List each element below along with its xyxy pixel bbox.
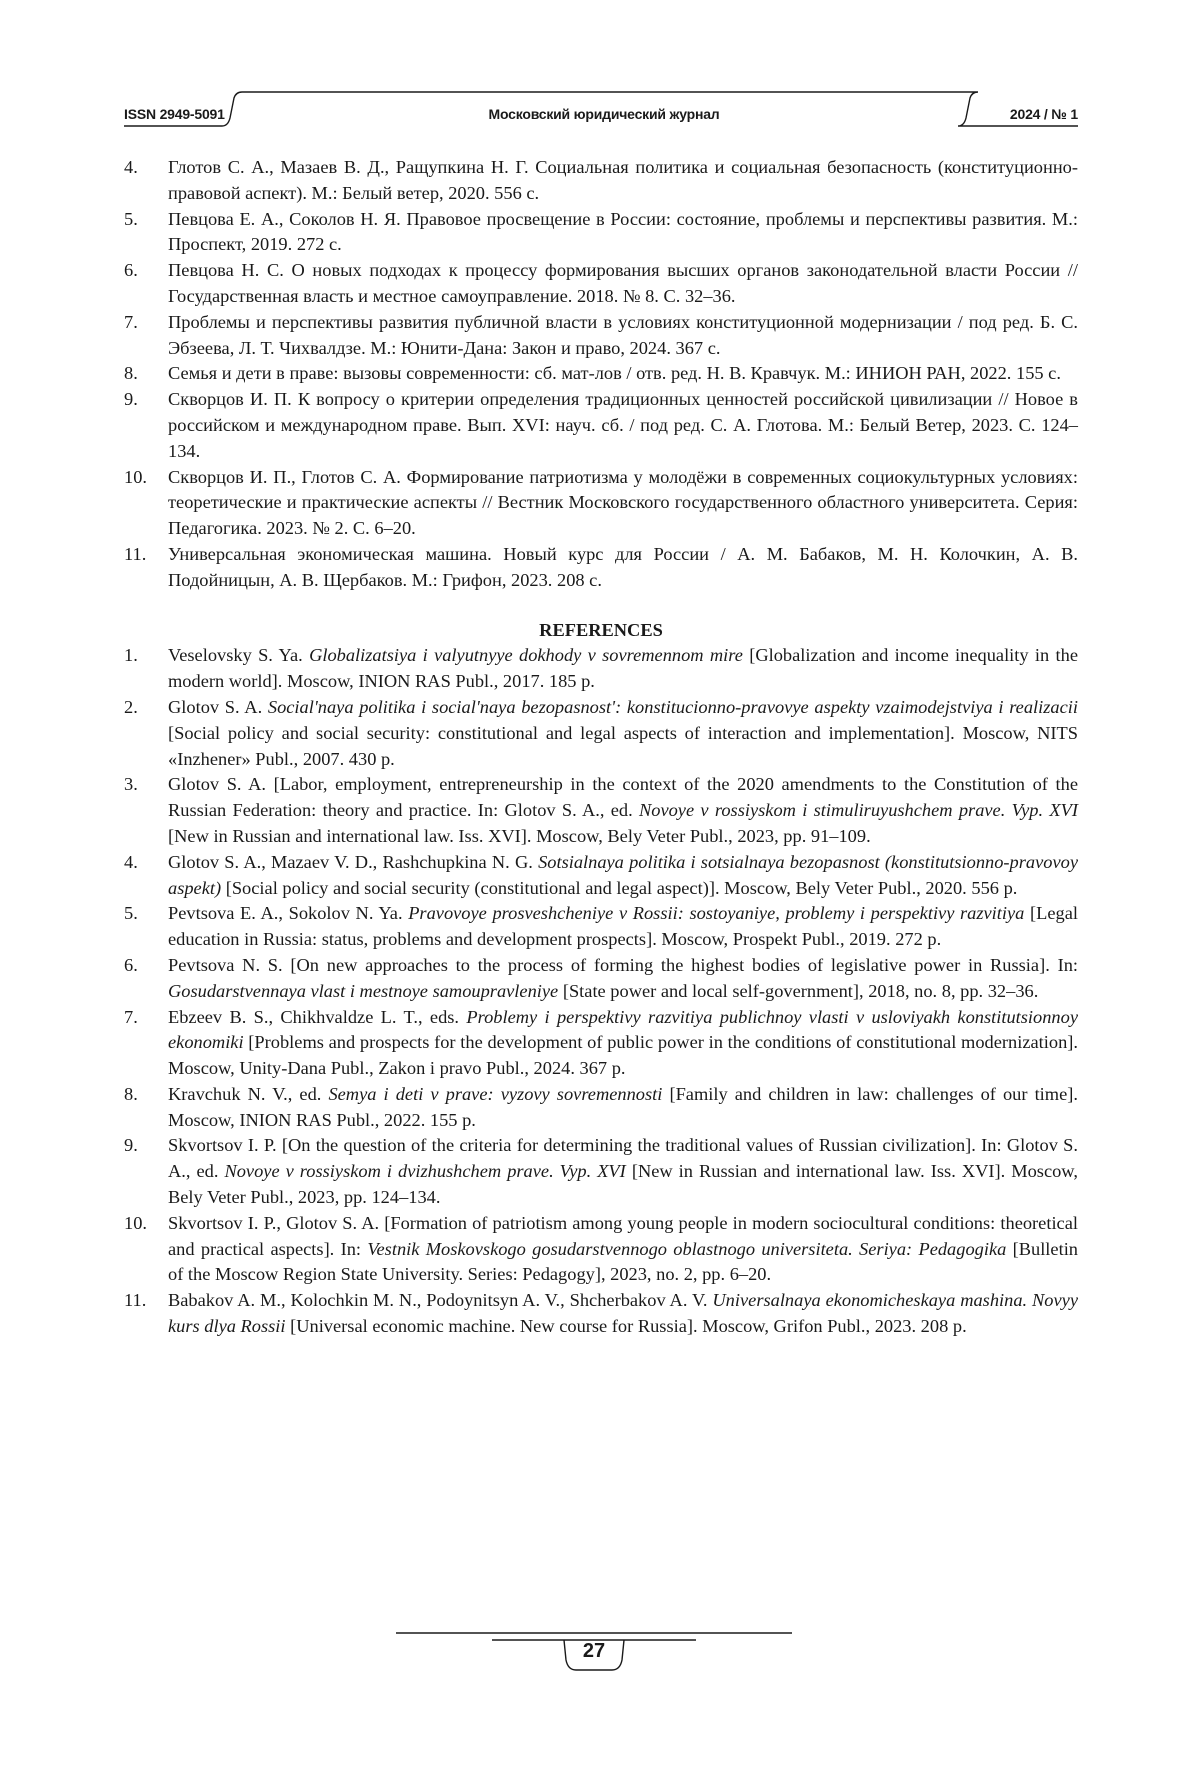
reference-text-part: [Legal education in Russia: status, problems and development prospects]. Moscow, Prospekt Publ., 2019. 272 p.: [168, 903, 1078, 949]
reference-text-part: [Universal economic machine. New course for Russia]. Moscow, Grifon Publ., 2023. 208 p.: [286, 1316, 967, 1336]
reference-item: [124, 207, 1078, 259]
reference-text-part: Glotov S. A., Mazaev V. D., Rashchupkina N. G.: [168, 852, 538, 872]
reference-text: [168, 155, 1078, 207]
reference-number: 10.: [124, 465, 168, 542]
journal-title: Московский юридический журнал: [484, 106, 724, 122]
reference-text-part: Skvortsov I. P., Glotov S. A. [Formation of patriotism among young people in modern sociocultural conditions: theoretical and practical aspects]. In:: [168, 1213, 1078, 1259]
reference-number: 6.: [124, 953, 168, 1005]
references-content: [124, 155, 1078, 1340]
reference-text: [168, 542, 1078, 594]
reference-text: [168, 207, 1078, 259]
reference-text-part: Скворцов И. П., Глотов С. А. Формирование патриотизма у молодёжи в современных социокультурных условиях: теоретические и практические аспекты // Вестник Московского государственного областного университета. Серия: Педагогика. 2023. № 2. С. 6–20.: [168, 467, 1078, 539]
reference-item: [124, 695, 1078, 772]
reference-item: [124, 643, 1078, 695]
reference-number: 7.: [124, 310, 168, 362]
reference-text: [168, 1082, 1078, 1134]
reference-item: [124, 465, 1078, 542]
issn-label: ISSN 2949-5091: [124, 106, 225, 122]
reference-number: 5.: [124, 207, 168, 259]
reference-text-part: [Globalization and income inequality in the modern world]. Moscow, INION RAS Publ., 2017. 185 p.: [168, 645, 1078, 691]
reference-item: [124, 1211, 1078, 1288]
reference-text-part: [Social policy and social security: constitutional and legal aspects of interaction and implementation]. Moscow, NITS «Inzhener» Publ., 2007. 430 p.: [168, 723, 1078, 769]
reference-text: [168, 1133, 1078, 1210]
reference-text-part: [State power and local self-government], 2018, no. 8, pp. 32–36.: [558, 981, 1038, 1001]
reference-text-part: [Problems and prospects for the development of public power in the conditions of constitutional modernization]. Moscow, Unity-Dana Publ., Zakon i pravo Publ., 2024. 367 p.: [168, 1032, 1078, 1078]
reference-number: 11.: [124, 542, 168, 594]
reference-item: [124, 901, 1078, 953]
reference-text-part: Skvortsov I. P. [On the question of the criteria for determining the traditional values of Russian civilization]. In: Glotov S. A., ed.: [168, 1135, 1078, 1181]
reference-title-italic: Problemy i perspektivy razvitiya publichnoy vlasti v usloviyakh konstitutsionnoy ekonomiki: [168, 1007, 1078, 1053]
reference-number: 11.: [124, 1288, 168, 1340]
reference-title-italic: Sotsialnaya politika i sotsialnaya bezopasnost (konstitutsionno-pravovoy aspekt): [168, 852, 1078, 898]
reference-text: [168, 1288, 1078, 1340]
english-reference-list: [124, 643, 1078, 1340]
reference-number: 8.: [124, 1082, 168, 1134]
reference-text-part: Семья и дети в праве: вызовы современности: сб. мат-лов / отв. ред. Н. В. Кравчук. М.: ИНИОН РАН, 2022. 155 с.: [168, 363, 1061, 383]
reference-text-part: Певцова Н. С. О новых подходах к процессу формирования высших органов законодательной власти России // Государственная власть и местное самоуправление. 2018. № 8. С. 32–36.: [168, 260, 1078, 306]
reference-text-part: Kravchuk N. V., ed.: [168, 1084, 328, 1104]
reference-number: 4.: [124, 850, 168, 902]
reference-text-part: Glotov S. A.: [168, 697, 268, 717]
references-heading: REFERENCES: [124, 618, 1078, 644]
reference-item: [124, 772, 1078, 849]
reference-text: [168, 901, 1078, 953]
reference-title-italic: Social'naya politika i social'naya bezopasnost': konstitucionno-pravovye aspekty vzaimodejstviya i realizacii: [268, 697, 1078, 717]
reference-title-italic: Pravovoye prosveshcheniye v Rossii: sostoyaniye, problemy i perspektivy razvitiya: [408, 903, 1024, 923]
reference-number: 8.: [124, 361, 168, 387]
reference-text: [168, 465, 1078, 542]
reference-text-part: Ebzeev B. S., Chikhvaldze L. T., eds.: [168, 1007, 466, 1027]
issue-label: 2024 / № 1: [1010, 106, 1078, 122]
reference-item: [124, 1005, 1078, 1082]
reference-text-part: [Bulletin of the Moscow Region State University. Series: Pedagogy], 2023, no. 2, pp. 6–20.: [168, 1239, 1078, 1285]
reference-text-part: Глотов С. А., Мазаев В. Д., Ращупкина Н. Г. Социальная политика и социальная безопасность (конституционно-правовой аспект). М.: Белый ветер, 2020. 556 с.: [168, 157, 1078, 203]
reference-title-italic: Novoye v rossiyskom i stimuliruyushchem prave. Vyp. XVI: [639, 800, 1078, 820]
reference-title-italic: Novoye v rossiyskom i dvizhushchem prave. Vyp. XVI: [224, 1161, 625, 1181]
reference-title-italic: Vestnik Moskovskogo gosudarstvennogo oblastnogo universiteta. Seriya: Pedagogika: [367, 1239, 1006, 1259]
reference-text-part: Универсальная экономическая машина. Новый курс для России / А. М. Бабаков, М. Н. Колочкин, А. В. Подойницын, А. В. Щербаков. М.: Грифон, 2023. 208 с.: [168, 544, 1078, 590]
reference-title-italic: Globalizatsiya i valyutnyye dokhody v sovremennom mire: [309, 645, 743, 665]
reference-title-italic: Semya i deti v prave: vyzovy sovremennosti: [328, 1084, 662, 1104]
reference-item: [124, 1082, 1078, 1134]
reference-title-italic: Gosudarstvennaya vlast i mestnoye samoupravleniye: [168, 981, 558, 1001]
reference-text: [168, 1005, 1078, 1082]
reference-text-part: Pevtsova N. S. [On new approaches to the process of forming the highest bodies of legislative power in Russia]. In:: [168, 955, 1078, 975]
reference-number: 5.: [124, 901, 168, 953]
reference-item: [124, 361, 1078, 387]
reference-number: 6.: [124, 258, 168, 310]
reference-item: [124, 953, 1078, 1005]
reference-title-italic: Universalnaya ekonomicheskaya mashina. Novyy kurs dlya Rossii: [168, 1290, 1078, 1336]
reference-text: [168, 643, 1078, 695]
reference-text: [168, 258, 1078, 310]
reference-item: [124, 542, 1078, 594]
reference-number: 1.: [124, 643, 168, 695]
reference-text-part: Babakov A. M., Kolochkin M. N., Podoynitsyn A. V., Shcherbakov A. V.: [168, 1290, 712, 1310]
reference-text-part: Проблемы и перспективы развития публичной власти в условиях конституционной модернизации / под ред. Б. С. Эбзеева, Л. Т. Чихвалдзе. М.: Юнити-Дана: Закон и право, 2024. 367 с.: [168, 312, 1078, 358]
reference-text-part: [New in Russian and international law. Iss. XVI]. Moscow, Bely Veter Publ., 2023, pp. 91–109.: [168, 826, 871, 846]
reference-number: 4.: [124, 155, 168, 207]
reference-text: [168, 953, 1078, 1005]
reference-text-part: [New in Russian and international law. Iss. XVI]. Moscow, Bely Veter Publ., 2023, pp. 124–134.: [168, 1161, 1078, 1207]
reference-number: 7.: [124, 1005, 168, 1082]
reference-text: [168, 387, 1078, 464]
reference-number: 9.: [124, 387, 168, 464]
reference-number: 9.: [124, 1133, 168, 1210]
reference-text: [168, 361, 1078, 387]
reference-item: [124, 310, 1078, 362]
page-number: 27: [564, 1640, 624, 1663]
reference-item: [124, 850, 1078, 902]
reference-item: [124, 387, 1078, 464]
reference-number: 10.: [124, 1211, 168, 1288]
russian-reference-list: [124, 155, 1078, 594]
reference-text-part: Veselovsky S. Ya.: [168, 645, 309, 665]
reference-number: 3.: [124, 772, 168, 849]
reference-text-part: [Family and children in law: challenges of our time]. Moscow, INION RAS Publ., 2022. 155 p.: [168, 1084, 1078, 1130]
reference-text: [168, 772, 1078, 849]
reference-text-part: Скворцов И. П. К вопросу о критерии определения традиционных ценностей российской цивилизации // Новое в российском и международном праве. Вып. XVI: науч. сб. / под ред. С. А. Глотова. М.: Белый Ветер, 2023. С. 124–134.: [168, 389, 1078, 461]
reference-item: [124, 1133, 1078, 1210]
reference-item: [124, 258, 1078, 310]
page-header: [124, 88, 1078, 138]
reference-text-part: Pevtsova E. A., Sokolov N. Ya.: [168, 903, 408, 923]
reference-number: 2.: [124, 695, 168, 772]
reference-text-part: [Social policy and social security (constitutional and legal aspect)]. Moscow, Bely Veter Publ., 2020. 556 p.: [221, 878, 1017, 898]
reference-text: [168, 850, 1078, 902]
reference-text-part: Певцова Е. А., Соколов Н. Я. Правовое просвещение в России: состояние, проблемы и перспективы развития. М.: Проспект, 2019. 272 с.: [168, 209, 1078, 255]
reference-text: [168, 1211, 1078, 1288]
reference-text: [168, 310, 1078, 362]
reference-text: [168, 695, 1078, 772]
reference-item: [124, 155, 1078, 207]
reference-text-part: Glotov S. A. [Labor, employment, entrepreneurship in the context of the 2020 amendments to the Constitution of the Russian Federation: theory and practice. In: Glotov S. A., ed.: [168, 774, 1078, 820]
reference-item: [124, 1288, 1078, 1340]
page-footer: [396, 1630, 792, 1690]
